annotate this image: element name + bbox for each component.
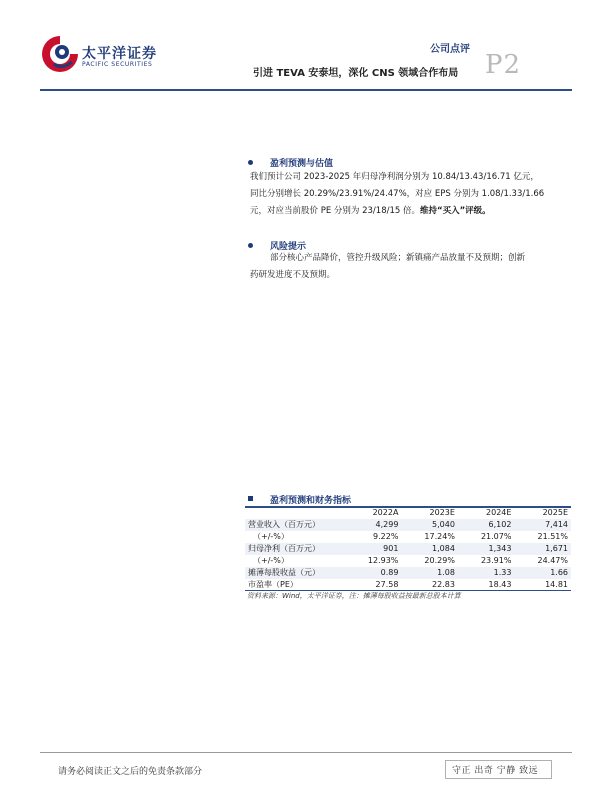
body-line: 我们预计公司 2023-2025 年归母净利润分别为 10.84/13.43/16.71 亿元， <box>250 172 539 182</box>
table-row <box>245 543 571 555</box>
table-row <box>245 519 571 531</box>
table-cell: 22.83 <box>432 580 455 589</box>
table-cell: 1,343 <box>458 543 515 555</box>
header-divider <box>40 89 572 91</box>
column-header: 2025E <box>542 508 568 517</box>
logo-chinese-name: 太平洋证券 <box>82 46 157 62</box>
table-cell: 21.07% <box>480 532 512 541</box>
pacific-securities-logo-icon <box>40 34 80 74</box>
body-line <box>250 203 572 220</box>
table-cell: 7,414 <box>514 519 571 531</box>
column-header: 2024E <box>486 508 512 517</box>
body-line: 部分核心产品降价，管控升级风险；新镇痛产品放量不及预期；创新 <box>270 253 526 263</box>
table-cell: 23.91% <box>480 556 512 565</box>
table-header-row <box>245 507 571 519</box>
company-logo <box>40 34 200 78</box>
row-label: 归母净利（百万元） <box>245 543 345 555</box>
table-source-note: 资料来源：Wind，太平洋证券，注：摊薄每股收益按最新总股本计算 <box>247 592 461 600</box>
row-label: （+/-%） <box>253 532 289 541</box>
section-body-forecast <box>250 169 572 220</box>
section-title-forecast: 盈利预测与估值 <box>270 159 334 169</box>
table-cell: 6,102 <box>458 519 515 531</box>
table-cell: 1.08 <box>401 567 458 579</box>
table-cell: 901 <box>345 543 402 555</box>
body-text: 元，对应当前股价 PE 分别为 23/18/15 倍。 <box>250 206 420 216</box>
table-row <box>245 531 571 543</box>
logo-english-name: PACIFIC SECURITIES <box>82 61 153 68</box>
table-cell: 12.93% <box>367 556 399 565</box>
table-cell: 14.81 <box>545 580 568 589</box>
table-cell: 1,671 <box>514 543 571 555</box>
footer-motto: 守正 出奇 宁静 致远 <box>452 766 539 776</box>
table-cell: 1,084 <box>401 543 458 555</box>
table-cell: 1.66 <box>514 567 571 579</box>
table-cell: 24.47% <box>537 556 568 565</box>
table-cell: 9.22% <box>373 532 399 541</box>
table-title: 盈利预测和财务指标 <box>270 496 352 506</box>
table-bullet-icon <box>248 496 253 501</box>
row-label: 摊薄每股收益（元） <box>245 567 345 579</box>
table-cell: 20.29% <box>424 556 455 565</box>
footer-disclaimer: 请务必阅读正文之后的免责条款部分 <box>58 767 203 777</box>
rating-text: 维持“买入”评级。 <box>419 206 491 216</box>
table-cell: 5,040 <box>401 519 458 531</box>
table-cell: 0.89 <box>345 567 402 579</box>
table-cell: 1.33 <box>458 567 515 579</box>
table-row <box>245 555 571 567</box>
body-line: 同比分别增长 20.29%/23.91%/24.47%，对应 EPS 分别为 1.08/1.33/1.66 <box>250 189 545 199</box>
section-title-risk: 风险提示 <box>270 242 307 252</box>
section-body-risk <box>250 250 572 284</box>
column-header: 2023E <box>429 508 455 517</box>
row-label: （+/-%） <box>253 556 289 565</box>
table-cell: 27.58 <box>375 580 399 589</box>
table-cell: 17.24% <box>424 532 455 541</box>
document-title: 引进 TEVA 安泰坦，深化 CNS 领域合作布局 <box>253 68 459 79</box>
section-bullet-icon <box>248 160 253 165</box>
footer-divider <box>40 752 572 753</box>
table-cell: 18.43 <box>488 580 512 589</box>
table-cell: 21.51% <box>537 532 568 541</box>
row-label: 市盈率（PE） <box>248 580 298 589</box>
body-line: 药研发进度不及预期。 <box>250 270 336 280</box>
column-header <box>245 507 345 519</box>
section-bullet-icon <box>248 243 253 248</box>
column-header: 2022A <box>372 508 399 517</box>
row-label: 营业收入（百万元） <box>245 519 345 531</box>
financial-table <box>245 507 571 591</box>
table-row <box>245 567 571 579</box>
page-number: P2 <box>485 50 522 80</box>
document-type: 公司点评 <box>430 44 470 55</box>
table-cell: 4,299 <box>345 519 402 531</box>
